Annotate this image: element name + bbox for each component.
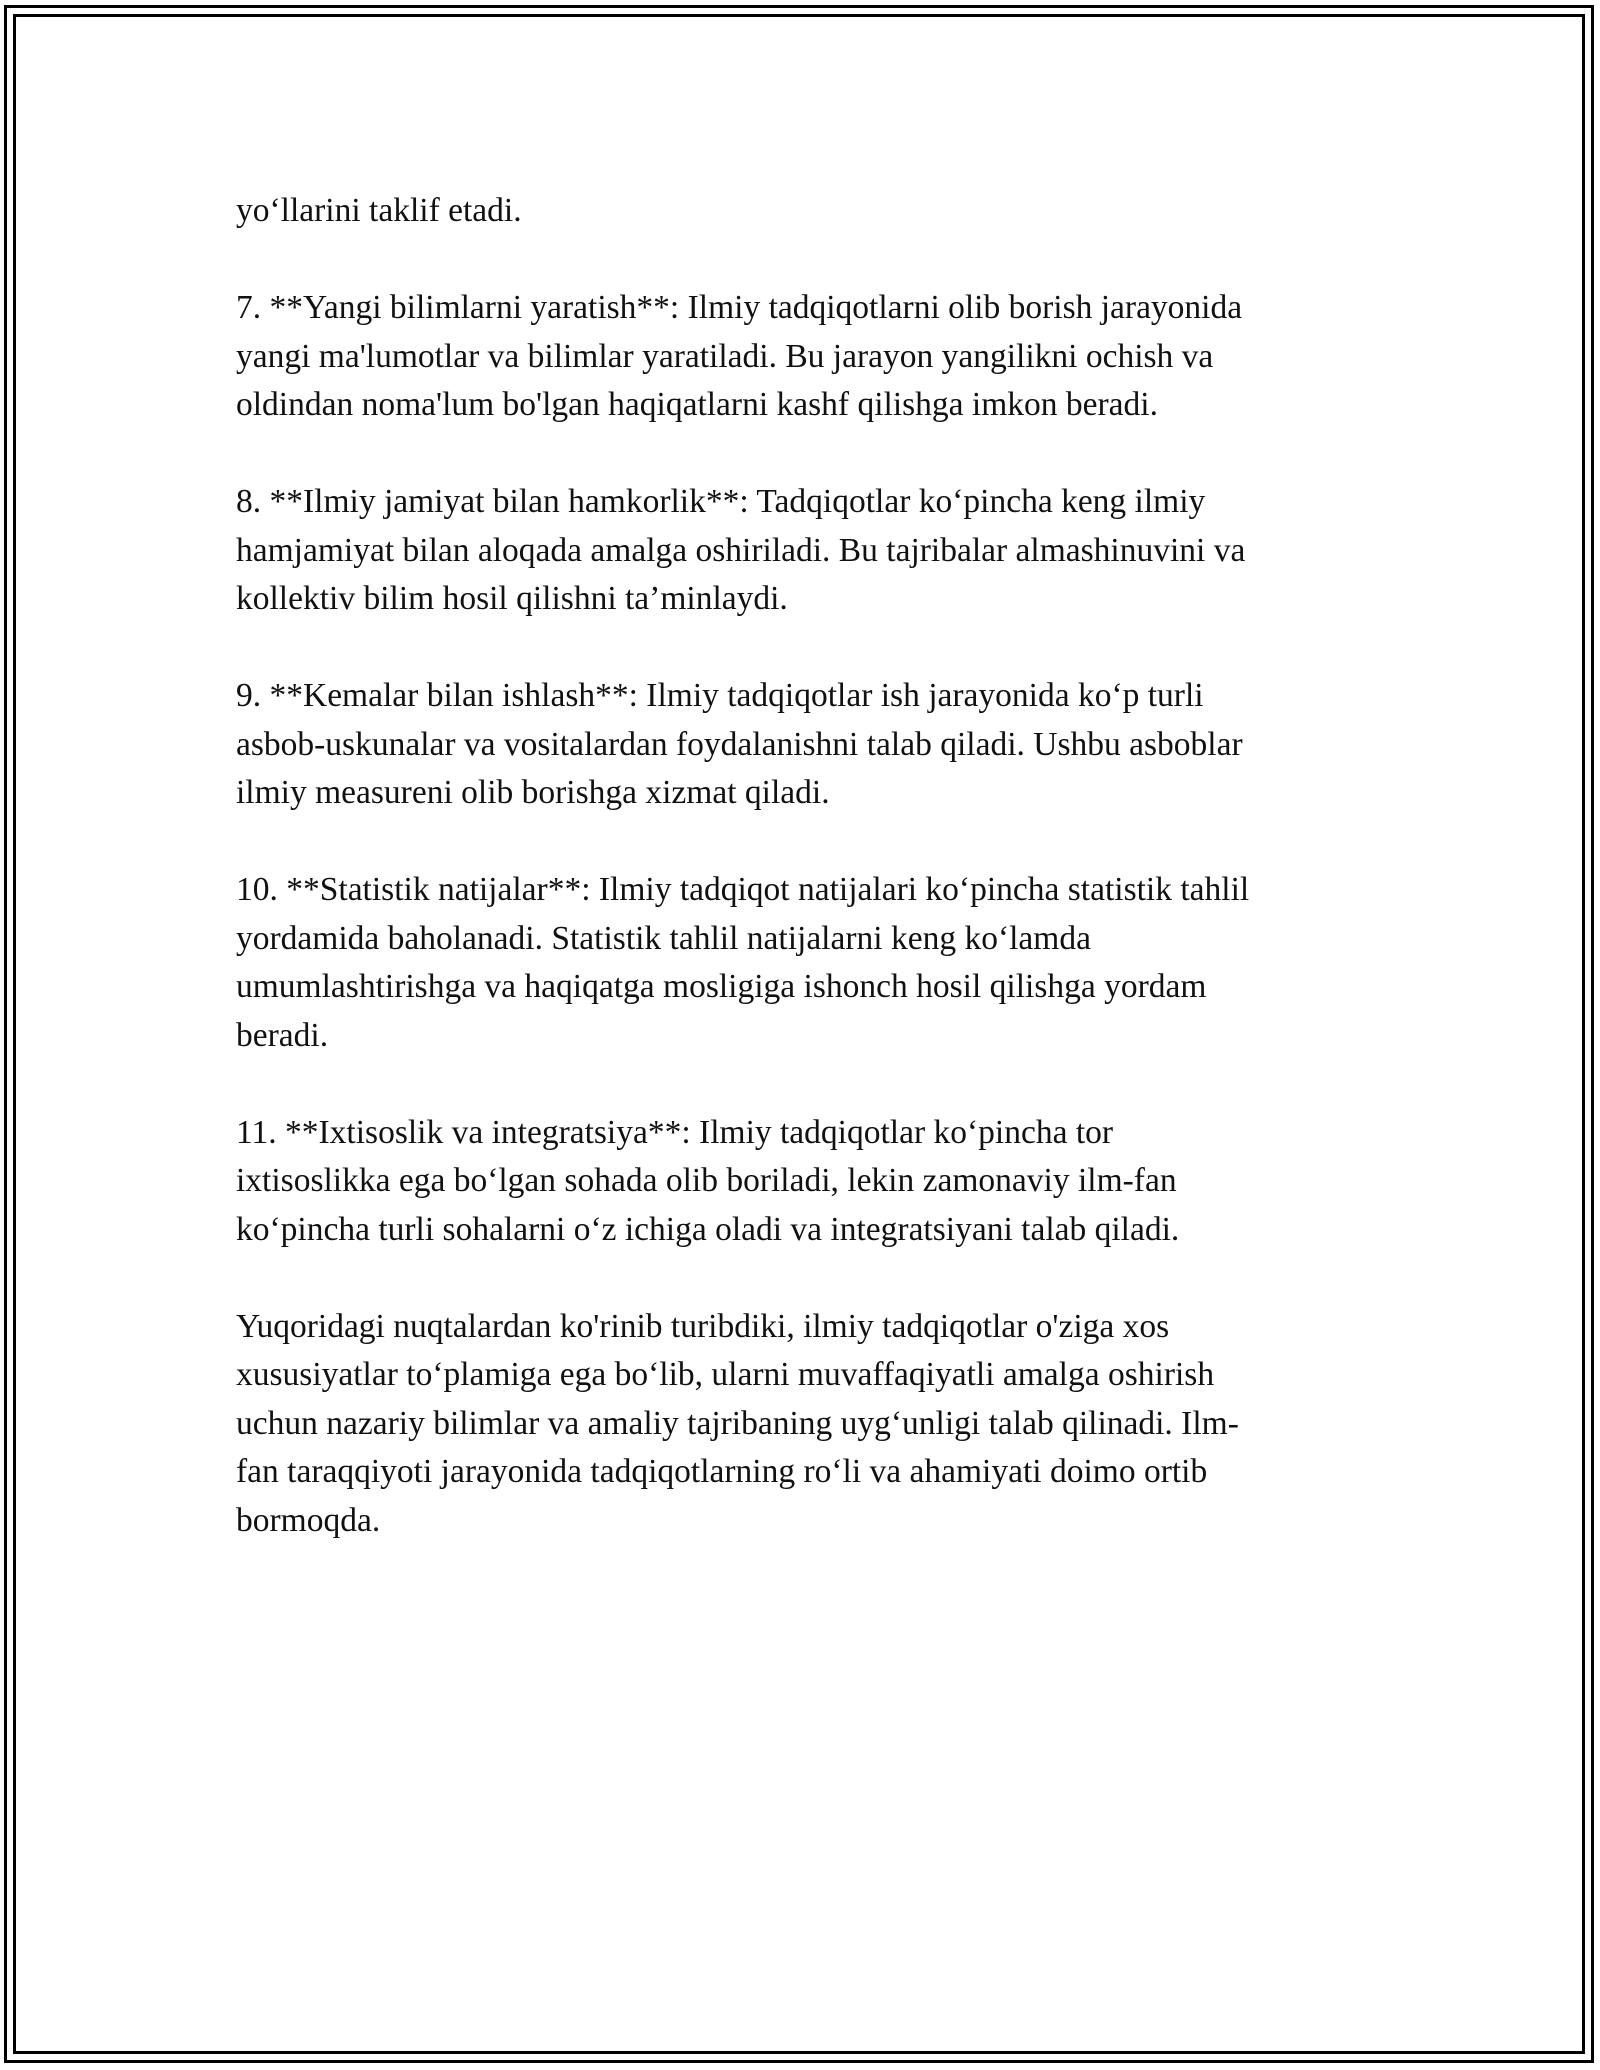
- paragraph-item-9: 9. **Kemalar bilan ishlash**: Ilmiy tadqiqotlar ish jarayonida ko‘p turli asbob-uskunalar va vositalardan foydalanishni talab qiladi. Ushbu asboblar ilmiy measureni olib borishga xizmat qiladi.: [236, 677, 1243, 811]
- paragraph-item-11: 11. **Ixtisoslik va integratsiya**: Ilmiy tadqiqotlar ko‘pincha tor ixtisoslikka ega bo‘lgan sohada olib boriladi, lekin zamonaviy ilm-fan ko‘pincha turli sohalarni o‘z ichiga oladi va integratsiyani talab qiladi.: [236, 1113, 1180, 1248]
- paragraph-conclusion: Yuqoridagi nuqtalardan ko'rinib turibdiki, ilmiy tadqiqotlar o'ziga xos xususiyatlar to‘plamiga ega bo‘lib, ularni muvaffaqiyatli amalga oshirish uchun nazariy bilimlar va amaliy tajribaning uyg‘unligi talab qilinadi. Ilm- fan taraqqiyoti jarayonida tadqiqotlarning ro‘li va ahamiyati doimo ortib bormoqda.: [236, 1307, 1239, 1539]
- document-body: [236, 187, 1356, 1594]
- paragraph-continuation: yo‘llarini taklif etadi.: [236, 192, 522, 229]
- paragraph-item-7: 7. **Yangi bilimlarni yaratish**: Ilmiy tadqiqotlarni olib borish jarayonida yangi ma'lumotlar va bilimlar yaratiladi. Bu jarayon yangilikni ochish va oldindan noma'lum bo'lgan haqiqatlarni kashf qilishga imkon beradi.: [236, 289, 1243, 423]
- paragraph-item-8: 8. **Ilmiy jamiyat bilan hamkorlik**: Tadqiqotlar ko‘pincha keng ilmiy hamjamiyat bilan aloqada amalga oshiriladi. Bu tajribalar almashinuvini va kollektiv bilim hosil qilishni ta’minlaydi.: [236, 483, 1246, 617]
- paragraph-item-10: 10. **Statistik natijalar**: Ilmiy tadqiqot natijalari ko‘pincha statistik tahlil yordamida baholanadi. Statistik tahlil natijalarni keng ko‘lamda umumlashtirishga va haqiqatga mosligiga ishonch hosil qilishga yordam beradi.: [236, 871, 1250, 1054]
